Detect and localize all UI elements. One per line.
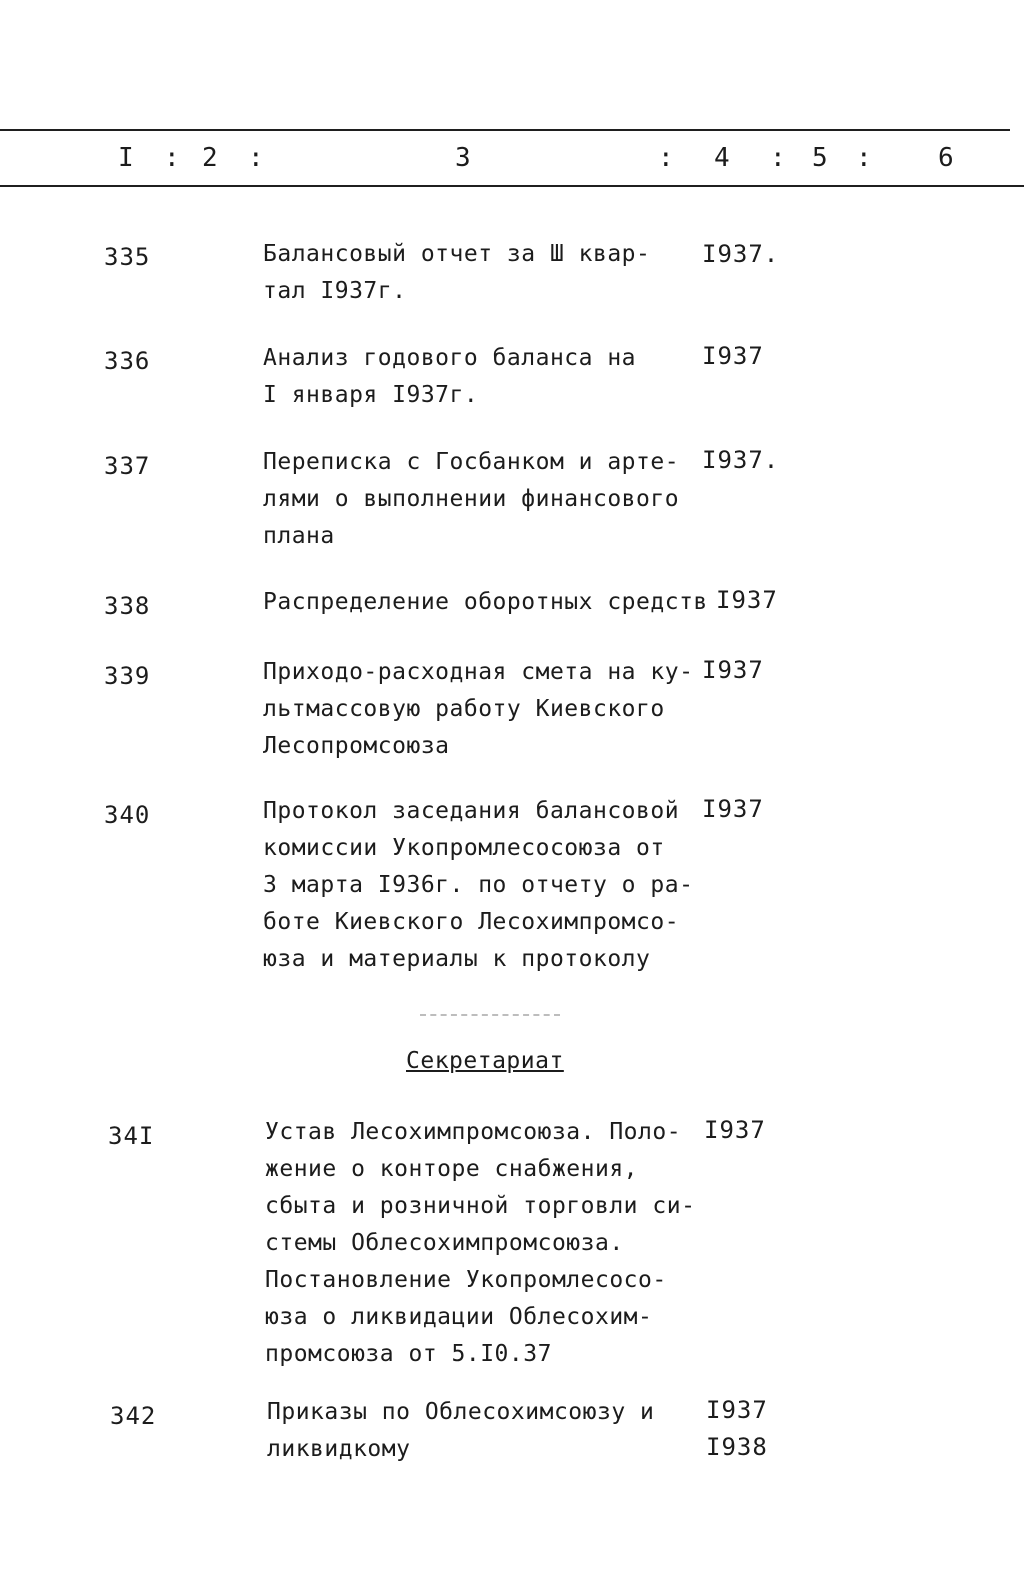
- description-line: Балансовый отчет за Ш квар-: [263, 241, 651, 267]
- description-line: жение о конторе снабжения,: [265, 1156, 639, 1182]
- description-line: Анализ годового баланса на: [263, 345, 637, 371]
- section-title: Секретариат: [406, 1048, 564, 1074]
- entry-year: [706, 1392, 768, 1466]
- year-value: I937: [702, 656, 764, 684]
- year-value: I937: [702, 342, 764, 370]
- year-value: I937.: [702, 240, 780, 268]
- description-line: Устав Лесохимпромсоюза. Поло-: [265, 1119, 682, 1145]
- description-line: 3 марта I936г. по отчету о ра-: [263, 872, 694, 898]
- description-line: ликвидкому: [267, 1436, 411, 1462]
- entry-description: [263, 654, 703, 765]
- entry-number: 338: [104, 592, 151, 620]
- header-col-1: I: [118, 143, 136, 173]
- entry-description: [263, 584, 708, 621]
- entry-number: 336: [104, 347, 151, 375]
- description-line: юза и материалы к протоколу: [263, 946, 651, 972]
- description-line: стемы Облесохимпромсоюза.: [265, 1230, 624, 1256]
- header-separator: :: [248, 143, 266, 173]
- year-value: I938: [706, 1433, 768, 1461]
- entry-year: [702, 236, 779, 273]
- description-line: комиссии Укопромлесосоюза от: [263, 835, 665, 861]
- description-line: Протокол заседания балансовой: [263, 798, 680, 824]
- year-value: I937: [704, 1116, 766, 1144]
- description-line: Приходо-расходная смета на ку-: [263, 659, 694, 685]
- entry-description: [265, 1114, 705, 1373]
- entry-number: 339: [104, 662, 151, 690]
- entry-description: [263, 793, 703, 978]
- description-line: Распределение оборотных средств: [263, 589, 708, 615]
- description-line: Приказы по Облесохимсоюзу и: [267, 1399, 655, 1425]
- entry-number: 337: [104, 452, 151, 480]
- description-line: I января I937г.: [263, 382, 479, 408]
- description-line: плана: [263, 523, 335, 549]
- description-line: льтмассовую работу Киевского: [263, 696, 665, 722]
- description-line: Лесопромсоюза: [263, 733, 450, 759]
- header-col-3: 3: [455, 143, 473, 173]
- header-separator: :: [856, 143, 874, 173]
- description-line: сбыта и розничной торговли си-: [265, 1193, 696, 1219]
- year-value: I937: [702, 795, 764, 823]
- header-bottom-rule: [0, 185, 1024, 187]
- header-top-rule: [0, 129, 1010, 131]
- entry-year: [716, 582, 778, 619]
- entry-year: [704, 1112, 766, 1149]
- description-line: промсоюза от 5.I0.37: [265, 1341, 552, 1367]
- entry-year: [702, 652, 764, 689]
- header-separator: :: [164, 143, 182, 173]
- year-value: I937: [706, 1396, 768, 1424]
- description-line: Переписка с Госбанком и арте-: [263, 449, 680, 475]
- description-line: Постановление Укопромлесосо-: [265, 1267, 667, 1293]
- divider-specks: [420, 1014, 560, 1016]
- description-line: лями о выполнении финансового: [263, 486, 680, 512]
- entry-description: [267, 1394, 707, 1468]
- header-col-6: 6: [938, 143, 956, 173]
- entry-year: [702, 338, 764, 375]
- header-separator: :: [770, 143, 788, 173]
- year-value: I937.: [702, 446, 780, 474]
- entry-number: 342: [110, 1402, 157, 1430]
- entry-description: [263, 236, 703, 310]
- entry-year: [702, 442, 779, 479]
- description-line: юза о ликвидации Облесохим-: [265, 1304, 653, 1330]
- year-value: I937: [716, 586, 778, 614]
- header-col-5: 5: [812, 143, 830, 173]
- description-line: боте Киевского Лесохимпромсо-: [263, 909, 680, 935]
- entry-number: 34I: [108, 1122, 155, 1150]
- header-separator: :: [658, 143, 676, 173]
- entry-number: 340: [104, 801, 151, 829]
- entry-description: [263, 340, 703, 414]
- description-line: тал I937г.: [263, 278, 407, 304]
- entry-number: 335: [104, 243, 151, 271]
- entry-year: [702, 791, 764, 828]
- header-col-2: 2: [202, 143, 220, 173]
- entry-description: [263, 444, 703, 555]
- header-col-4: 4: [714, 143, 732, 173]
